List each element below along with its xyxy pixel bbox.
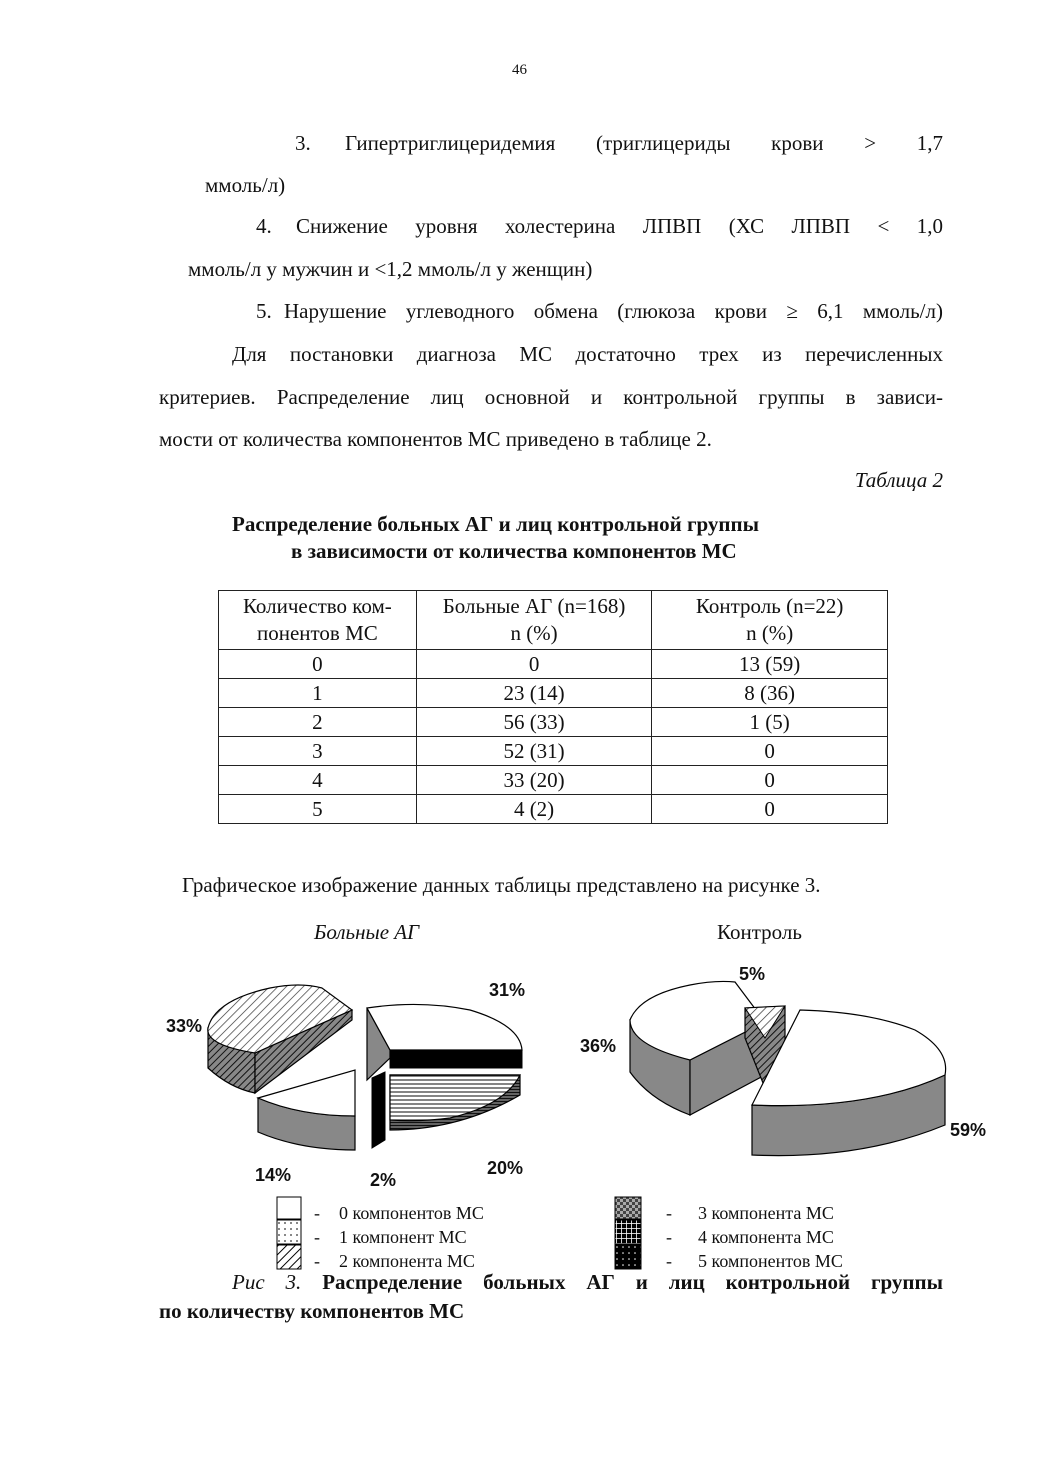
table-title-line-1: Распределение больных АГ и лиц контрольной группы: [232, 512, 759, 536]
legend-swatches-right: [614, 1196, 642, 1270]
legend-swatch-5: [615, 1245, 641, 1269]
item-4-number: 4.: [256, 214, 272, 238]
page-number: 46: [512, 62, 527, 78]
legend-dash: -: [314, 1227, 320, 1247]
table-caption: Таблица 2: [854, 468, 943, 492]
header-patients: [416, 591, 652, 650]
legend-swatch-2: [277, 1245, 301, 1269]
paragraph-line-3: мости от количества компонентов МС приведено в таблице 2.: [159, 427, 712, 451]
legend-dash: -: [666, 1203, 672, 1223]
table-header-row: [219, 591, 888, 650]
legend-dash: -: [666, 1227, 672, 1247]
figure-caption-label: Рис 3.: [232, 1270, 302, 1294]
header-control-line-2: n (%): [746, 621, 794, 645]
table-row: [219, 737, 888, 766]
table-cell: 0: [652, 766, 888, 795]
paragraph-line-1: Для постановки диагноза МС достаточно трех из перечисленных: [232, 342, 943, 366]
pct-label-patients-1: 14%: [255, 1165, 292, 1185]
table-cell: 56 (33): [416, 708, 652, 737]
legend-label-2: 2 компонента МС: [339, 1251, 475, 1271]
distribution-table: [218, 590, 888, 824]
header-components: [219, 591, 417, 650]
table-cell: 8 (36): [652, 679, 888, 708]
header-patients-line-1: Больные АГ (n=168): [442, 594, 626, 618]
legend-swatch-0: [277, 1197, 301, 1219]
pie-slice-patients-5: [372, 1072, 385, 1148]
header-control: [652, 591, 888, 650]
header-components-line-1: Количество ком-: [242, 594, 392, 618]
table-row: [219, 766, 888, 795]
legend-label-3: 3 компонента МС: [698, 1203, 834, 1223]
table-cell: 0: [416, 650, 652, 679]
pie-slice-patients-3-band: [390, 1050, 522, 1068]
item-4-text: Снижение уровня холестерина ЛПВП (ХС ЛПВП < 1,0: [296, 214, 943, 238]
figure-caption-title-1: Распределение больных АГ и лиц контрольной группы: [322, 1270, 943, 1294]
pct-label-control-0: 59%: [950, 1120, 987, 1140]
table-cell: 0: [652, 795, 888, 824]
item-5-text: Нарушение углеводного обмена (глюкоза крови ≥ 6,1 ммоль/л): [284, 299, 943, 323]
header-patients-line-2: n (%): [510, 621, 558, 645]
table-cell: 5: [219, 795, 417, 824]
legend-swatch-3: [615, 1197, 641, 1219]
table-cell: 1: [219, 679, 417, 708]
pie-slice-patients-3-top: [367, 1004, 522, 1050]
table-row: [219, 679, 888, 708]
table-row: [219, 795, 888, 824]
table-cell: 1 (5): [652, 708, 888, 737]
legend-dash: -: [666, 1251, 672, 1271]
table-cell: 0: [219, 650, 417, 679]
figure-caption-line-1: [232, 1269, 943, 1295]
chart-title-control: Контроль: [717, 920, 802, 944]
legend-label-1: 1 компонент МС: [339, 1227, 467, 1247]
legend-dash: -: [314, 1251, 320, 1271]
pct-label-patients-5: 2%: [370, 1170, 397, 1190]
header-components-line-2: понентов МС: [256, 621, 378, 645]
table-cell: 4 (2): [416, 795, 652, 824]
item-3-continuation: ммоль/л): [205, 173, 286, 197]
pct-label-patients-4: 20%: [487, 1158, 524, 1178]
table-cell: 23 (14): [416, 679, 652, 708]
figure-intro: Графическое изображение данных таблицы представлено на рисунке 3.: [182, 873, 821, 897]
legend-swatch-4: [615, 1220, 641, 1244]
pie-control: [630, 981, 946, 1155]
pie-patients: [208, 985, 522, 1150]
table-row: [219, 708, 888, 737]
figure-caption-title-2: по количеству компонентов МС: [159, 1299, 465, 1323]
item-3-text: Гипертриглицеридемия (триглицериды крови > 1,7: [345, 131, 943, 155]
pct-label-patients-2: 33%: [166, 1016, 203, 1036]
table-title-line-2: в зависимости от количества компонентов МС: [291, 539, 737, 563]
item-5-number: 5.: [256, 299, 272, 323]
table-cell: 33 (20): [416, 766, 652, 795]
legend-swatch-1: [277, 1220, 301, 1244]
item-3-number: 3.: [295, 131, 311, 155]
table-cell: 2: [219, 708, 417, 737]
table-cell: 0: [652, 737, 888, 766]
table-cell: 3: [219, 737, 417, 766]
legend-label-5: 5 компонентов МС: [698, 1251, 843, 1271]
legend-label-0: 0 компонентов МС: [339, 1203, 484, 1223]
item-4-continuation: ммоль/л у мужчин и <1,2 ммоль/л у женщин): [188, 257, 593, 281]
legend-label-4: 4 компонента МС: [698, 1227, 834, 1247]
table-cell: 52 (31): [416, 737, 652, 766]
paragraph-line-2: критериев. Распределение лиц основной и контрольной группы в зависи-: [159, 385, 943, 409]
header-control-line-1: Контроль (n=22): [695, 594, 844, 618]
table-cell: 4: [219, 766, 417, 795]
legend-swatches-left: [276, 1196, 302, 1270]
legend-dash: -: [314, 1203, 320, 1223]
table-row: [219, 650, 888, 679]
chart-title-patients: Больные АГ: [314, 920, 420, 944]
table-cell: 13 (59): [652, 650, 888, 679]
pct-label-control-2: 5%: [739, 964, 766, 984]
pct-label-patients-3: 31%: [489, 980, 526, 1000]
pct-label-control-1: 36%: [580, 1036, 617, 1056]
